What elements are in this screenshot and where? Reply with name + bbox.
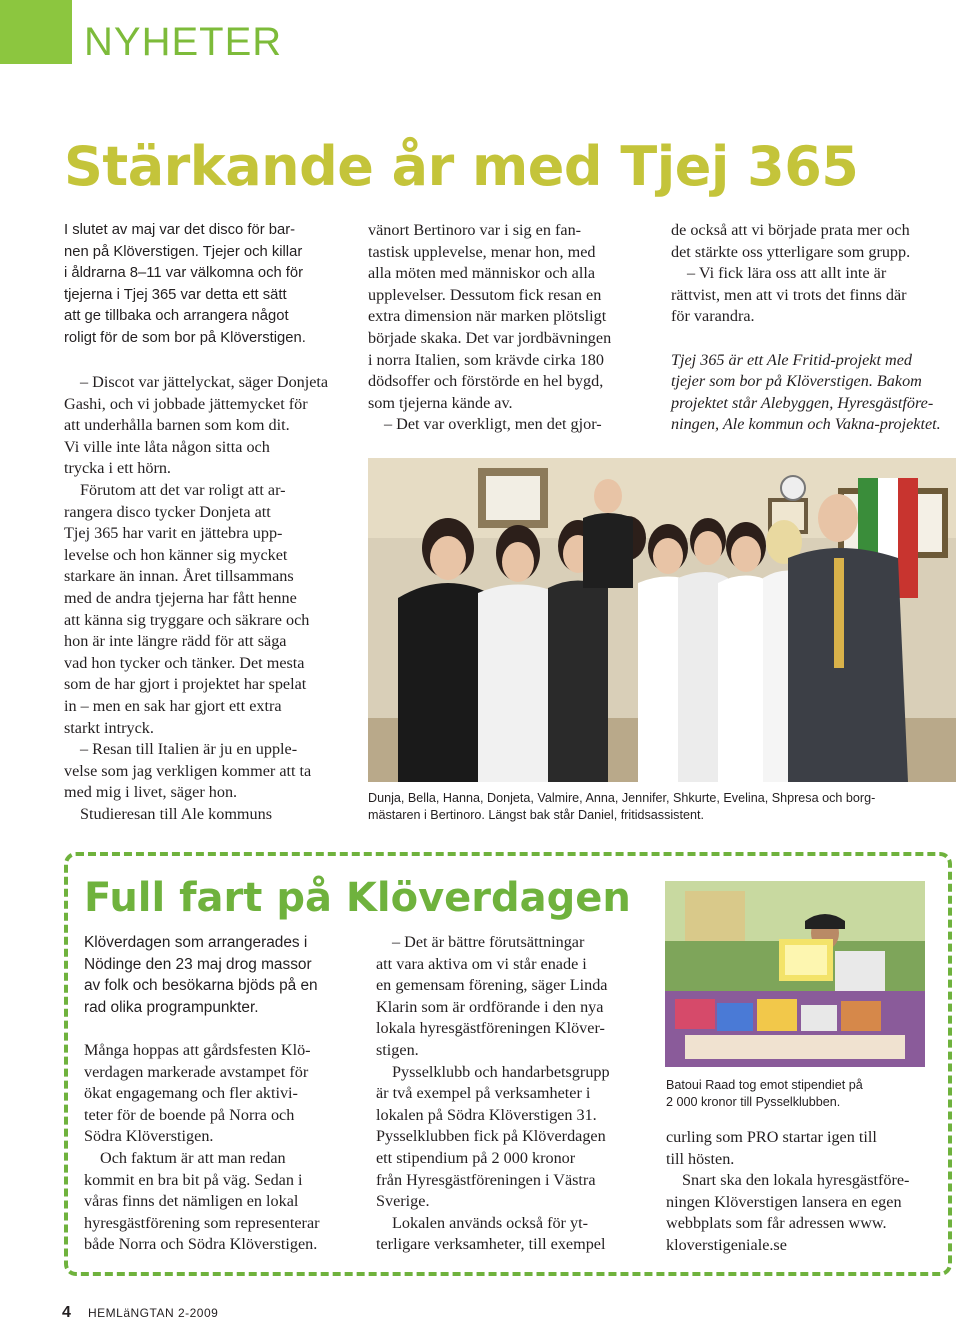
text-line: som tjejerna kände av. <box>368 393 513 412</box>
magazine-issue: HEMLäNGTAN 2-2009 <box>88 1306 219 1320</box>
text-line: starkt intryck. <box>64 718 154 737</box>
text-line: både Norra och Södra Klöverstigen. <box>84 1235 318 1254</box>
text-line: starkare än innan. Året tillsammans <box>64 567 294 586</box>
text-line: de också att vi började prata mer och <box>671 221 910 239</box>
text-line: teter för de boende på Norra och <box>84 1105 295 1124</box>
text-line: vänort Bertinoro var i sig en fan- <box>368 221 582 239</box>
article-headline: Stärkande år med Tjej 365 <box>64 135 859 198</box>
text-line: Och faktum är att man redan <box>100 1148 286 1167</box>
text-line: att ge tillbaka och arrangera något <box>64 308 289 325</box>
text-line: Förutom att det var roligt att ar- <box>80 480 286 499</box>
text-line: Lokalen används också för yt- <box>392 1213 588 1232</box>
text-line: extra dimension när marken plötsligt <box>368 307 607 326</box>
kloverdagen-photo-caption <box>666 1077 926 1111</box>
text-line: för varandra. <box>671 307 755 326</box>
text-line: Klöverdagen som arrangerades i <box>84 934 308 951</box>
text-line: Många hoppas att gårdsfesten Klö- <box>84 1041 311 1059</box>
page-number: 4 <box>62 1304 71 1321</box>
article1-column-1 <box>64 220 354 350</box>
text-line: I slutet av maj var det disco för bar- <box>64 222 296 238</box>
group-photo-caption <box>368 790 958 824</box>
text-line: att vara aktiva om vi står enade i <box>376 954 587 973</box>
text-line: det stärkte oss ytterligare som grupp. <box>671 242 911 261</box>
text-line: roligt för de som bor på Klöverstigen. <box>64 329 306 346</box>
text-line: som de har gjort i projektet har spelat <box>64 675 307 694</box>
text-line: från Hyresgästföreningen i Västra <box>376 1170 596 1189</box>
caption-line: Dunja, Bella, Hanna, Donjeta, Valmire, Anna, Jennifer, Shkurte, Evelina, Shpresa och borg- <box>368 791 876 805</box>
text-line: tjejerna i Tjej 365 var detta ett sätt <box>64 286 287 303</box>
project-note-line: projektet står Alebyggen, Hyresgästföre- <box>671 393 934 412</box>
text-line: velse som jag verkligen kommer att ta <box>64 761 312 780</box>
text-line: ökat engagemang och fler aktivi- <box>84 1084 298 1103</box>
text-line: Snart ska den lokala hyresgästföre- <box>682 1171 910 1190</box>
text-line: Sverige. <box>376 1192 430 1211</box>
text-line: upplevelser. Dessutom fick resan en <box>368 285 602 304</box>
article1-column-2 <box>368 220 658 436</box>
text-line: curling som PRO startar igen till <box>666 1128 877 1146</box>
text-line: webbplats som får adressen www. <box>666 1214 887 1233</box>
text-line: rättvist, men att vi trots det finns där <box>671 285 907 304</box>
kloverdagen-photo <box>665 881 925 1067</box>
project-note-line: Tjej 365 är ett Ale Fritid-projekt med <box>671 350 912 369</box>
text-line: kloverstigeniale.se <box>666 1235 787 1254</box>
text-line: Studieresan till Ale kommuns <box>80 804 272 823</box>
text-line: vad hon tycker och tänker. Det mesta <box>64 653 305 672</box>
text-line: rangera disco tycker Donjeta att <box>64 502 271 521</box>
caption-line: Batoui Raad tog emot stipendiet på <box>666 1078 863 1092</box>
text-line: lokala hyresgästföreningen Klöver- <box>376 1019 605 1038</box>
text-line: våras finns det nämligen en lokal <box>84 1192 299 1211</box>
text-line: dödsoffer och förstörde en hel bygd, <box>368 372 604 391</box>
text-line: i norra Italien, som krävde cirka 180 <box>368 350 604 369</box>
text-line: in – men en sak har gjort ett extra <box>64 696 282 715</box>
text-line: Gashi, och vi jobbade jättemycket för <box>64 394 308 413</box>
kloverdagen-photo-illustration <box>665 881 925 1067</box>
text-line: Vi ville inte låta någon sitta och <box>64 437 270 456</box>
group-photo <box>368 458 956 782</box>
text-line: till hösten. <box>666 1149 735 1168</box>
text-line: hyresgästförening som representerar <box>84 1213 320 1232</box>
section-color-block <box>0 0 72 64</box>
text-line: ningen Klöverstigen lansera en egen <box>666 1192 902 1211</box>
text-line: ett stipendium på 2 000 kronor <box>376 1148 576 1167</box>
text-line: hon är inte längre rädd för att säga <box>64 632 287 651</box>
article2-headline: Full fart på Klöverdagen <box>84 875 631 921</box>
text-line: Klarin som är ordförande i den nya <box>376 997 604 1016</box>
text-line: Nödinge den 23 maj drog massor <box>84 955 312 973</box>
article2-column-3 <box>666 1127 951 1257</box>
article2-column-2 <box>376 932 661 1256</box>
text-line: – Det är bättre förutsättningar <box>392 933 585 951</box>
text-line: – Vi fick lära oss att allt inte är <box>687 264 887 283</box>
text-line: är två exempel på verksamheter i <box>376 1084 591 1103</box>
text-line: med de andra tjejerna har fått henne <box>64 588 297 607</box>
text-line: började skaka. Det var jordbävningen <box>368 328 612 347</box>
text-line: stigen. <box>376 1040 419 1059</box>
text-line: Pysselklubben fick på Klöverdagen <box>376 1127 606 1146</box>
text-line: att underhålla barnen som kom dit. <box>64 416 290 435</box>
text-line: kommit en bra bit på väg. Sedan i <box>84 1170 303 1189</box>
article2-ingress <box>84 932 364 1018</box>
text-line: Södra Klöverstigen. <box>84 1127 214 1146</box>
text-line: lokalen på Södra Klöverstigen 31. <box>376 1105 597 1124</box>
text-line: Tjej 365 har varit en jättebra upp- <box>64 524 283 543</box>
project-note-line: tjejer som bor på Klöverstigen. Bakom <box>671 372 922 391</box>
text-line: levelse och hon känner sig mycket <box>64 545 288 564</box>
text-line: tastisk upplevelse, menar hon, med <box>368 242 596 261</box>
text-line: verdagen markerade avstampet för <box>84 1062 309 1081</box>
text-line: trycka i ett hörn. <box>64 459 171 478</box>
text-line: rad olika programpunkter. <box>84 998 259 1016</box>
article1-column-3 <box>671 220 956 436</box>
text-line: – Discot var jättelyckat, säger Donjeta <box>80 373 329 391</box>
project-note-line: ningen, Ale kommun och Vakna-projektet. <box>671 415 941 434</box>
article2-column-1 <box>84 1040 369 1256</box>
caption-line: mästaren i Bertinoro. Längst bak står Daniel, fritidsassistent. <box>368 807 704 822</box>
text-line: i åldrarna 8–11 var välkomna och för <box>64 265 304 282</box>
text-line: att känna sig tryggare och säkrare och <box>64 610 310 629</box>
group-photo-illustration <box>368 458 956 782</box>
text-line: Pysselklubb och handarbetsgrupp <box>392 1062 610 1081</box>
text-line: – Det var overkligt, men det gjor- <box>384 415 602 434</box>
text-line: en gemensam förening, säger Linda <box>376 976 608 995</box>
text-line: nen på Klöverstigen. Tjejer och killar <box>64 243 303 260</box>
text-line: terligare verksamheter, till exempel <box>376 1235 606 1254</box>
section-label: NYHETER <box>84 20 283 64</box>
article1-column-1-body <box>64 372 359 825</box>
text-line: med mig i livet, säger hon. <box>64 783 238 802</box>
text-line: – Resan till Italien är ju en upple- <box>80 740 298 759</box>
text-line: alla möten med människor och alla <box>368 264 596 283</box>
text-line: av folk och besökarna bjöds på en <box>84 977 318 995</box>
caption-line: 2 000 kronor till Pysselklubben. <box>666 1094 841 1109</box>
